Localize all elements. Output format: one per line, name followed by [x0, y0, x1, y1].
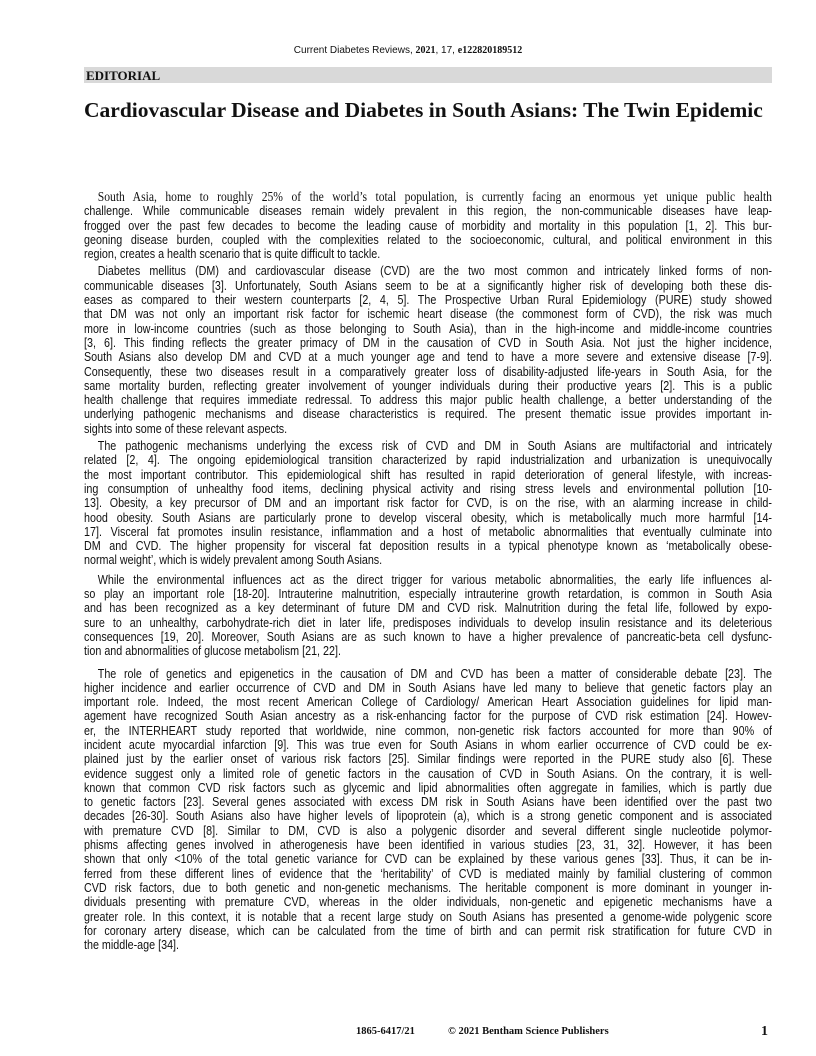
- text-line: [84, 938, 772, 952]
- line-text: greater role. In this context, it is notable that a recent large study on South Asians has presented a genome-wide polygenic score: [84, 909, 772, 924]
- text-line: [84, 824, 772, 838]
- text-line: [84, 453, 772, 467]
- line-text: phisms affecting genes involved in atherogenesis have been identified in various studies [23, 31, 32]. However, it has been: [84, 838, 772, 853]
- text-line: [84, 393, 772, 407]
- section-bar: [84, 67, 772, 83]
- running-header: [0, 45, 816, 56]
- text-line: [84, 336, 772, 350]
- line-text: the most important contributor. This epidemiological shift has resulted in rapid deterioration of general lifestyle, with increas-: [84, 467, 772, 482]
- line-text: that DM was not only an important risk factor for ischemic heart disease (the commonest form of CVD), the risk was much: [84, 307, 772, 322]
- text-line: [84, 204, 772, 218]
- text-line: [84, 752, 772, 766]
- line-text: normal weight’, which is widely prevalent among South Asians.: [84, 553, 383, 568]
- text-line: [84, 219, 772, 233]
- text-line: [84, 511, 772, 525]
- text-line: [84, 439, 772, 453]
- text-line: [84, 881, 772, 895]
- text-line: [84, 539, 772, 553]
- line-text: same mortality burden, reflecting greater involvement of younger individuals during their productive years [2]. This is a public: [84, 378, 772, 393]
- text-line: [84, 379, 772, 393]
- text-line: [84, 350, 772, 364]
- line-text: ferred from these different lines of evidence that the ‘heritability’ of CVD is mediated mainly by familial clustering of common: [84, 866, 772, 881]
- journal-year: 2021: [415, 45, 436, 56]
- text-line: [84, 838, 772, 852]
- line-text: 17]. Visceral fat promotes insulin resistance, inflammation and a host of metabolic abnormalities that eventually culminate into: [84, 524, 772, 539]
- line-text: known that common CVD risk factors such as glycemic and lipid abnormalities often aggregate in families, which is partly due: [84, 780, 772, 795]
- line-text: agement have recognized South Asian ancestry as a risk-enhancing factor for the purpose of CVD risk estimation [24]. Howev-: [84, 709, 772, 724]
- line-text: eases as compared to their western counterparts [2, 4, 5]. The Prospective Urban Rural Epidemiology (PURE) study showed: [84, 293, 772, 308]
- text-line: [84, 895, 772, 909]
- text-line: [84, 852, 772, 866]
- line-text: The pathogenic mechanisms underlying the excess risk of CVD and DM in South Asians are multifactorial and intricately: [97, 439, 772, 454]
- text-line: [84, 233, 772, 247]
- line-text: communicable diseases [3]. Unfortunately, South Asians seem to be at a significantly higher risk of developing both these dis-: [84, 278, 772, 293]
- line-text: er, the INTERHEART study reported that worldwide, nine common, non-genetic risk factors accounted for more than 90% of: [84, 723, 772, 738]
- text-line: [84, 587, 772, 601]
- text-line: [84, 553, 772, 567]
- text-line: [84, 190, 772, 204]
- line-text: South Asia, home to roughly 25% of the world’s total population, is currently facing an enormous yet unique public health: [97, 189, 772, 204]
- line-text: so play an important role [18-20]. Intrauterine malnutrition, especially intrauterine growth retardation, is common in South Asia: [84, 587, 772, 602]
- text-line: [84, 681, 772, 695]
- text-line: [84, 644, 772, 658]
- line-text: ing consumption of unhealthy food items, declining physical activity and rising stress levels and environmental pollution [10-: [84, 481, 772, 496]
- line-text: [3, 6]. This finding reflects the greater primacy of DM in the causation of CVD in South Asia. Not just the higher incidence,: [84, 335, 772, 350]
- text-line: [84, 767, 772, 781]
- line-text: the middle-age [34].: [84, 938, 180, 953]
- line-text: decades [26-30]. South Asians also have higher levels of lipoprotein (a), which is a strong genetic component and is associated: [84, 809, 772, 824]
- line-text: health challenge that requires immediate redressal. To address this major public health challenge, a better understanding of the: [84, 393, 772, 408]
- line-text: tion and abnormalities of glucose metabolism [21, 22].: [84, 644, 341, 659]
- line-text: for coronary artery disease, which can be calculated from the time of birth and can permit risk stratification for future CVD in: [84, 923, 772, 938]
- line-text: related [2, 4]. The ongoing epidemiological transition characterized by rapid industrialization and urbanization is unequivocally: [84, 453, 772, 468]
- paragraph: [84, 190, 772, 261]
- line-text: underlying pathogenic mechanisms and disease characteristics is required. The present thematic issue provides important in-: [84, 407, 772, 422]
- text-line: [84, 781, 772, 795]
- line-text: sure to an unhealthy, carbohydrate-rich diet in later life, predisposes individuals to develop insulin resistance and its deleterious: [84, 615, 772, 630]
- text-line: [84, 322, 772, 336]
- text-line: [84, 616, 772, 630]
- page-number: 1: [761, 1024, 768, 1039]
- text-line: [84, 867, 772, 881]
- text-line: [84, 667, 772, 681]
- text-line: [84, 293, 772, 307]
- line-text: sights into some of these relevant aspects.: [84, 421, 288, 436]
- line-text: frogged over the past few decades to become the leading cause of morbidity and mortality in this population [1, 2]. This bur-: [84, 218, 772, 233]
- text-line: [84, 525, 772, 539]
- article-body: [84, 190, 772, 955]
- line-text: DM and CVD. The higher propensity for visceral fat deposition results in a typical phenotype known as ‘metabolically obese-: [84, 539, 772, 554]
- text-line: [84, 630, 772, 644]
- text-line: [84, 601, 772, 615]
- text-line: [84, 809, 772, 823]
- line-text: region, creates a health scenario that is quite difficult to tackle.: [84, 247, 381, 262]
- text-line: [84, 307, 772, 321]
- text-line: [84, 482, 772, 496]
- section-label: EDITORIAL: [86, 68, 161, 83]
- line-text: with premature CVD [8]. Similar to DM, CVD is also a polygenic disorder and several different single nucleotide polymor-: [84, 823, 772, 838]
- text-line: [84, 709, 772, 723]
- line-text: plained just by the earlier onset of various risk factors [25]. Similar findings were reported in the PURE study also [6]. These: [84, 752, 772, 767]
- line-text: 13]. Obesity, a key precursor of DM and an important risk factor for CVD, is on the rise, with an alarming increase in child-: [84, 496, 772, 511]
- article-id: e122820189512: [457, 45, 523, 56]
- line-text: hood obesity. South Asians are particularly prone to develop visceral obesity, which is metabolically much more harmful [14-: [84, 510, 772, 525]
- line-text: While the environmental influences act as the direct trigger for various metabolic abnormalities, the early life influences al-: [97, 572, 772, 587]
- text-line: [84, 910, 772, 924]
- line-text: evidence suggest only a limited role of genetic factors in the causation of CVD in South Asians. On the contrary, it is well-: [84, 766, 772, 781]
- text-line: [84, 422, 772, 436]
- line-text: CVD risk factors, due to both genetic and non-genetic mechanisms. The heritable component is more dominant in younger in-: [84, 880, 772, 895]
- text-line: [84, 924, 772, 938]
- line-text: geoning disease burden, coupled with the complexities related to the socioeconomic, cultural, and political environment in this: [84, 232, 772, 247]
- article-title: Cardiovascular Disease and Diabetes in South Asians: The Twin Epidemic: [84, 98, 763, 122]
- text-line: [84, 279, 772, 293]
- text-line: [84, 573, 772, 587]
- text-line: [84, 365, 772, 379]
- paragraph: [84, 667, 772, 953]
- text-line: [84, 264, 772, 278]
- text-line: [84, 738, 772, 752]
- copyright: © 2021 Bentham Science Publishers: [448, 1026, 609, 1037]
- journal-volume: , 17,: [435, 45, 458, 56]
- text-line: [84, 724, 772, 738]
- line-text: Diabetes mellitus (DM) and cardiovascular disease (CVD) are the two most common and intricately linked forms of non-: [97, 264, 772, 279]
- journal-name: Current Diabetes Reviews,: [293, 45, 416, 56]
- text-line: [84, 247, 772, 261]
- line-text: to genetic factors [23]. Several genes associated with excess DM risk in South Asians have been identified over the past two: [84, 795, 772, 810]
- line-text: consequences [19, 20]. Moreover, South Asians are as such known to have a higher prevalence of pancreatic-beta cell dysfunc-: [84, 629, 772, 644]
- text-line: [84, 468, 772, 482]
- line-text: South Asians also develop DM and CVD at a much younger age and tend to have a more severe and extensive disease [7-9].: [84, 350, 772, 365]
- line-text: higher incidence and earlier occurrence of CVD and DM in South Asians have led many to believe that genetic factors play an: [84, 680, 772, 695]
- line-text: more in low-income countries (such as those belonging to South Asia), than in the high-income and middle-income countries: [84, 321, 772, 336]
- paragraph: [84, 573, 772, 659]
- line-text: incident acute myocardial infarction [9]. This was true even for South Asians in whom earlier occurrence of CVD could be ex-: [84, 737, 772, 752]
- line-text: and has been recognized as a key determinant of future DM and CVD risk. Malnutrition during the fetal life, followed by expo-: [84, 601, 772, 616]
- text-line: [84, 695, 772, 709]
- paragraph: [84, 264, 772, 436]
- line-text: Consequently, these two diseases result in a comparatively greater loss of disability-adjusted life-years in South Asia, for the: [84, 364, 772, 379]
- line-text: dividuals presenting with premature CVD, whereas in the older individuals, non-genetic and epigenetic mechanisms have a: [84, 895, 772, 910]
- line-text: important role. Indeed, the most recent American College of Cardiology/ American Heart Association guidelines for lipid man-: [84, 695, 772, 710]
- line-text: The role of genetics and epigenetics in the causation of DM and CVD has been a matter of considerable debate [23]. The: [97, 666, 772, 681]
- issn: 1865-6417/21: [356, 1026, 415, 1037]
- text-line: [84, 407, 772, 421]
- line-text: challenge. While communicable diseases remain widely prevalent in this region, the non-communicable diseases have leap-: [84, 204, 772, 219]
- paragraph: [84, 439, 772, 568]
- text-line: [84, 496, 772, 510]
- text-line: [84, 795, 772, 809]
- line-text: shown that only <10% of the total genetic variance for CVD can be explained by these various genes [33]. Thus, it can be in-: [84, 852, 772, 867]
